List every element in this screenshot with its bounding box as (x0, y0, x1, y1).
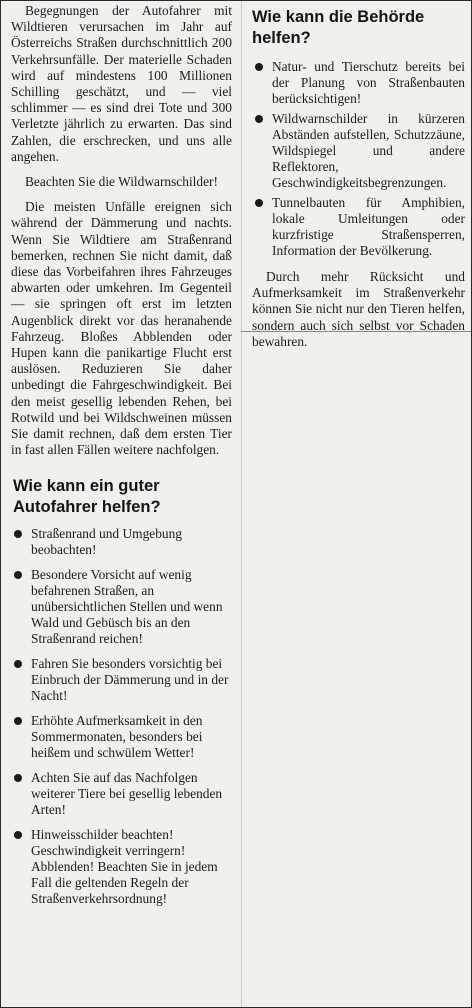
list-item-text: Hinweisschilder beachten! Geschwindigkeit verringern! Abblenden! Beachten Sie in jedem Fall die geltenden Regeln der Straßenverkehrsordnung! (31, 827, 218, 907)
bullet-dot-icon (255, 199, 263, 207)
driver-help-heading (13, 476, 232, 518)
wildlife-sign-paragraph: Beachten Sie die Wildwarnschilder! (25, 174, 218, 190)
list-item-text: Straßenrand und Umgebung beobachten! (31, 526, 182, 558)
bullet-dot-icon (14, 571, 22, 579)
bullet-dot-icon (14, 717, 22, 725)
driver-tips-list (11, 526, 232, 907)
list-item-text: Achten Sie auf das Nachfolgen weiterer Tiere bei gesellig lebenden Arten! (31, 770, 223, 818)
list-item-text: Tunnelbauten für Amphibien, lokale Umleitungen oder kurzfristige Straßensperren, Information der Bevölkerung. (272, 195, 465, 258)
bullet-dot-icon (255, 63, 263, 71)
bullet-dot-icon (255, 115, 263, 123)
list-item (252, 111, 465, 191)
intro-paragraph: Begegnungen der Autofahrer mit Wildtieren verursachen im Jahr auf Österreichs Straßen durchschnittlich 200 Verkehrsunfälle. Der materielle Schaden wird auf mindestens 100 Millionen Schilling geschätzt, und — viel schlimmer — es sind drei Tote und 300 Verletzte jährlich zu erwarten. Das sind Zahlen, die erschrecken, und uns alle angehen. (11, 3, 232, 164)
bullet-dot-icon (14, 831, 22, 839)
bullet-dot-icon (14, 530, 22, 538)
column-divider (241, 1, 242, 1007)
driver-help-heading-line1: Wie kann ein guter (13, 477, 160, 496)
authority-help-heading-line1: Wie kann die Behörde (252, 8, 425, 26)
list-item (11, 656, 232, 704)
authority-help-heading-line2: helfen? (252, 29, 311, 47)
list-item (252, 195, 465, 259)
list-item-text: Besondere Vorsicht auf wenig befahrenen Straßen, an unübersichtlichen Stellen und wenn Wald und Gebüsch bis an den Straßenrand reichen! (31, 567, 223, 647)
list-item (11, 567, 232, 647)
right-column (252, 7, 465, 350)
dusk-accidents-paragraph: Die meisten Unfälle ereignen sich während der Dämmerung und nachts. Wenn Sie Wildtiere am Straßenrand bemerken, rechnen Sie nicht damit, daß diese das Vorbeifahren ihres Fahrzeuges abwarten oder umkehren. Im Gegenteil — sie springen oft erst im letzten Augenblick direkt vor das heranahende Fahrzeug. Bloßes Abblenden oder Hupen kann die panikartige Flucht erst auslösen. Reduzieren Sie daher unbedingt die Fahrgeschwindigkeit. Bei den meist gesellig lebenden Rehen, bei Rotwild und bei Wildschweinen müssen Sie damit rechnen, daß dem ersten Tier in fast allen Fällen weitere nachfolgen. (11, 199, 232, 458)
bullet-dot-icon (14, 774, 22, 782)
left-column (11, 3, 232, 916)
closing-paragraph: Durch mehr Rücksicht und Aufmerksamkeit im Straßenverkehr können Sie nicht nur den Tieren helfen, sondern auch sich selbst vor Schaden bewahren. (252, 269, 465, 349)
driver-help-heading-line2: Autofahrer helfen? (13, 498, 161, 517)
list-item (11, 713, 232, 761)
authority-measures-list (252, 59, 465, 259)
list-item-text: Wildwarnschilder in kürzeren Abständen aufstellen, Schutzzäune, Wildspiegel und andere Reflektoren, Geschwindigkeitsbegrenzungen. (272, 111, 465, 190)
list-item (11, 526, 232, 558)
bullet-dot-icon (14, 660, 22, 668)
list-item (11, 827, 232, 907)
list-item-text: Fahren Sie besonders vorsichtig bei Einbruch der Dämmerung und in der Nacht! (31, 656, 229, 704)
list-item-text: Erhöhte Aufmerksamkeit in den Sommermonaten, besonders bei heißem und schwülem Wetter! (31, 713, 203, 761)
list-item (11, 770, 232, 818)
list-item-text: Natur- und Tierschutz bereits bei der Planung von Straßenbauten berücksichtigen! (272, 59, 465, 106)
authority-help-heading (252, 7, 465, 49)
list-item (252, 59, 465, 107)
